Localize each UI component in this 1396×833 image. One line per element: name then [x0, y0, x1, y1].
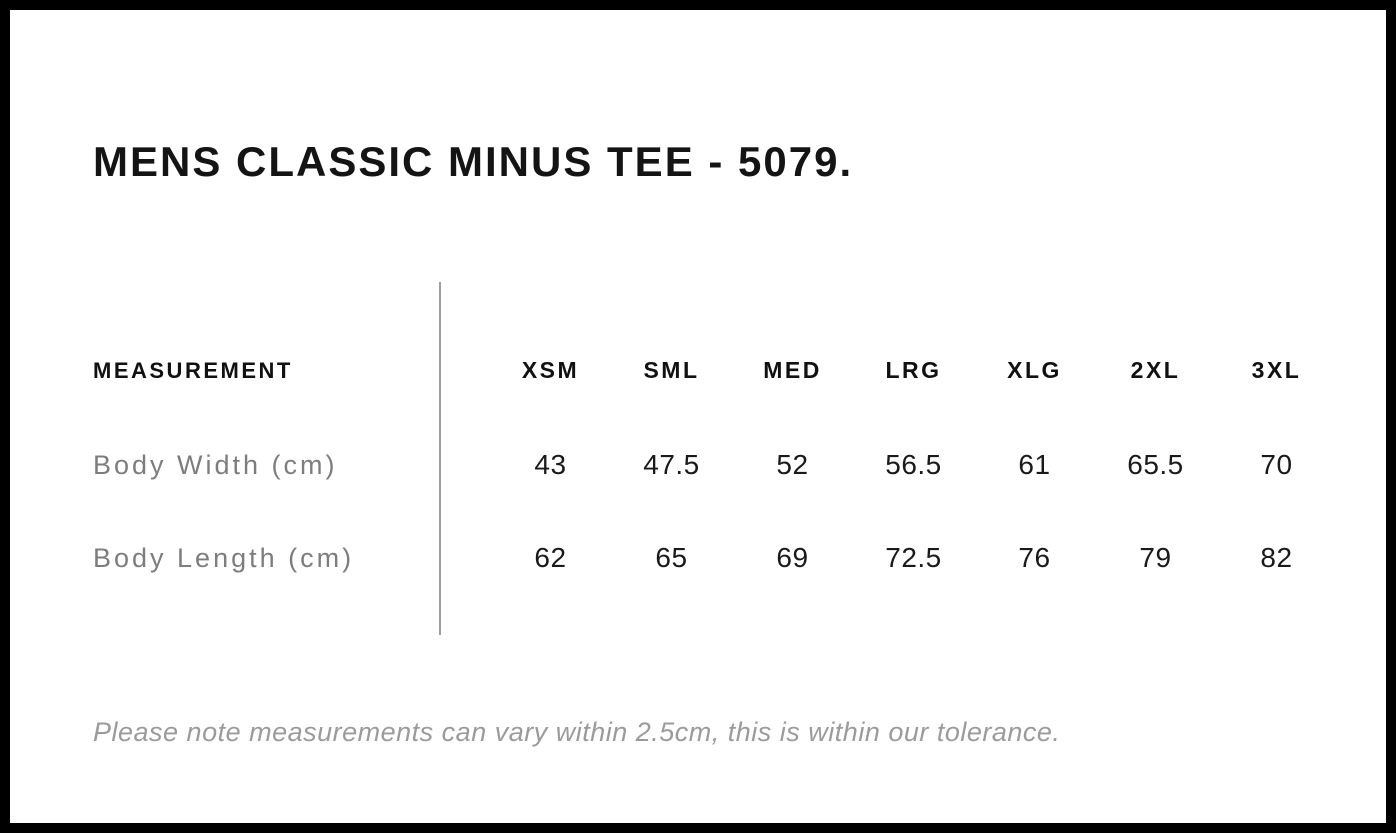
body-length-value: 69: [776, 542, 809, 573]
body-length-value: 62: [534, 542, 567, 573]
body-width-value: 56.5: [885, 449, 942, 480]
size-column-header: LRG: [885, 357, 942, 383]
tolerance-note: Please note measurements can vary within 2.5cm, this is within our tolerance.: [93, 717, 1061, 747]
size-column-header: 3XL: [1251, 357, 1302, 383]
body-length-value: 65: [655, 542, 688, 573]
table-row: [93, 450, 1337, 480]
size-header-row: [93, 355, 1337, 385]
body-width-value: 61: [1018, 449, 1051, 480]
measurement-column-header: MEASUREMENT: [93, 358, 293, 383]
body-width-value: 47.5: [643, 449, 700, 480]
body-length-value: 82: [1260, 542, 1293, 573]
body-length-value: 76: [1018, 542, 1051, 573]
size-column-header: 2XL: [1130, 357, 1181, 383]
body-width-value: 52: [776, 449, 809, 480]
body-width-cells: [490, 450, 1337, 480]
body-width-value: 43: [534, 449, 567, 480]
body-width-value: 70: [1260, 449, 1293, 480]
size-column-header: SML: [643, 357, 700, 383]
size-column-header: MED: [763, 357, 822, 383]
table-row: [93, 543, 1337, 573]
body-length-cells: [490, 543, 1337, 573]
body-length-value: 79: [1139, 542, 1172, 573]
size-column-header: XLG: [1007, 357, 1062, 383]
row-label-body-width: Body Width (cm): [93, 450, 338, 480]
size-header-cells: [490, 355, 1337, 385]
size-column-header: XSM: [521, 357, 580, 383]
row-label-body-length: Body Length (cm): [93, 543, 355, 573]
body-length-value: 72.5: [885, 542, 942, 573]
body-width-value: 65.5: [1127, 449, 1184, 480]
product-title: MENS CLASSIC MINUS TEE - 5079.: [93, 138, 854, 186]
